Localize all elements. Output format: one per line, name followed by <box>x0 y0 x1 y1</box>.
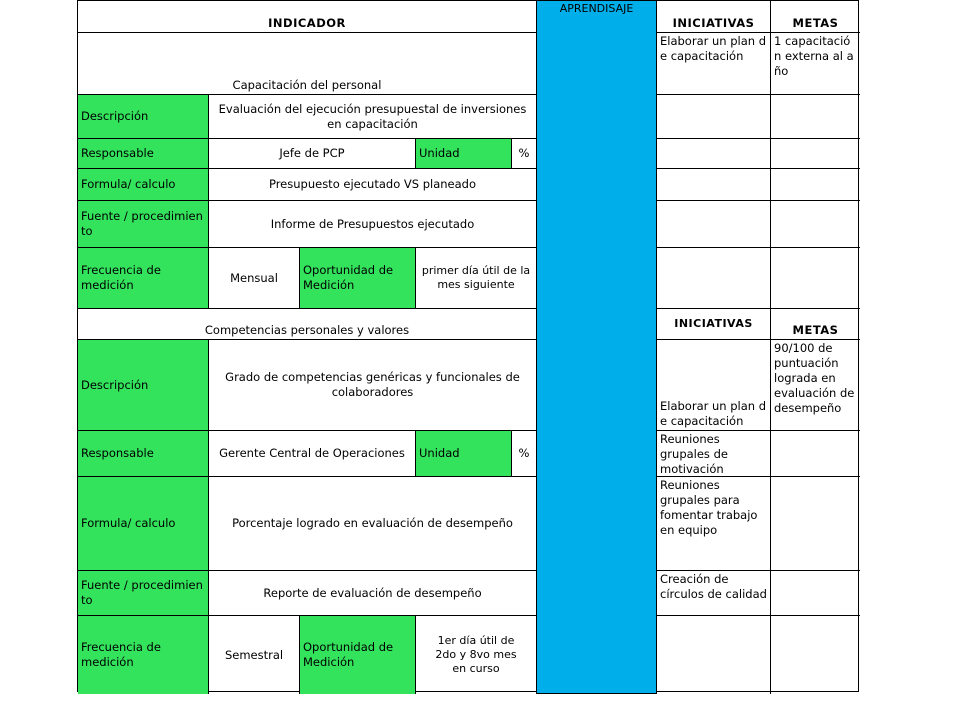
section1-responsable-label: Responsable <box>78 139 209 169</box>
section1-oportunidad: primer día útil de la mes siguiente <box>416 248 537 309</box>
section2-iniciativas-header: INICIATIVAS <box>657 309 771 340</box>
section2-unidad: % <box>512 431 537 477</box>
section1-fuente: Informe de Presupuestos ejecutado <box>209 201 537 248</box>
iniciativas-header: INICIATIVAS <box>657 1 771 33</box>
section2-frecuencia-label: Frecuencia de medición <box>78 616 209 694</box>
section1-formula: Presupuesto ejecutado VS planeado <box>209 169 537 201</box>
section2-frecuencia: Semestral <box>209 616 300 694</box>
section2-oportunidad-label: Oportunidad de Medición <box>300 616 416 694</box>
metas-header: METAS <box>771 1 860 33</box>
empty-cell <box>657 139 771 169</box>
section1-frecuencia-label: Frecuencia de medición <box>78 248 209 309</box>
section2-formula-label: Formula/ calculo <box>78 477 209 571</box>
aprendizaje-column <box>537 1 657 694</box>
section2-metas-header: METAS <box>771 309 860 340</box>
section2-fuente: Reporte de evaluación de desempeño <box>209 571 537 616</box>
section2-oportunidad: 1er día útil de 2do y 8vo mes en curso <box>416 616 537 694</box>
empty-cell <box>771 139 860 169</box>
section2-responsable: Gerente Central de Operaciones <box>209 431 416 477</box>
section2-iniciativa-1: Elaborar un plan de capacitación <box>657 340 771 431</box>
section1-formula-label: Formula/ calculo <box>78 169 209 201</box>
empty-cell <box>657 169 771 201</box>
empty-cell <box>771 201 860 248</box>
section2-fuente-label: Fuente / procedimiento <box>78 571 209 616</box>
indicador-header: INDICADOR <box>78 1 537 33</box>
empty-cell <box>771 169 860 201</box>
section1-unidad: % <box>512 139 537 169</box>
section2-iniciativa-4: Creación de círculos de calidad <box>657 571 771 616</box>
section2-unidad-label: Unidad <box>416 431 512 477</box>
section2-responsable-label: Responsable <box>78 431 209 477</box>
section1-meta: 1 capacitación externa al año <box>771 33 860 95</box>
section2-formula: Porcentaje logrado en evaluación de desempeño <box>209 477 537 571</box>
section2-iniciativa-2: Reuniones grupales de motivación <box>657 431 771 477</box>
section2-meta-1: 90/100 de puntuación lograda en evaluación de desempeño <box>771 340 860 431</box>
empty-cell <box>771 95 860 139</box>
section2-iniciativa-3: Reuniones grupales para fomentar trabajo en equipo <box>657 477 771 571</box>
section2-title: Competencias personales y valores <box>78 309 537 340</box>
empty-cell <box>657 616 771 694</box>
empty-cell <box>771 477 860 571</box>
empty-cell <box>771 571 860 616</box>
empty-cell <box>771 616 860 694</box>
section1-unidad-label: Unidad <box>416 139 512 169</box>
section1-responsable: Jefe de PCP <box>209 139 416 169</box>
indicator-table <box>77 0 859 692</box>
section1-title: Capacitación del personal <box>78 33 537 95</box>
empty-cell <box>657 95 771 139</box>
section1-iniciativa: Elaborar un plan de capacitación <box>657 33 771 95</box>
empty-cell <box>657 248 771 309</box>
aprendizaje-header: APRENDISAJE <box>559 2 634 15</box>
section1-fuente-label: Fuente / procedimiento <box>78 201 209 248</box>
section2-descripcion-label: Descripción <box>78 340 209 431</box>
empty-cell <box>771 431 860 477</box>
section2-descripcion: Grado de competencias genéricas y funcionales de colaboradores <box>209 340 537 431</box>
empty-cell <box>657 201 771 248</box>
section1-oportunidad-label: Oportunidad de Medición <box>300 248 416 309</box>
section1-descripcion: Evaluación del ejecución presupuestal de inversiones en capacitación <box>209 95 537 139</box>
empty-cell <box>771 248 860 309</box>
section1-descripcion-label: Descripción <box>78 95 209 139</box>
section1-frecuencia: Mensual <box>209 248 300 309</box>
